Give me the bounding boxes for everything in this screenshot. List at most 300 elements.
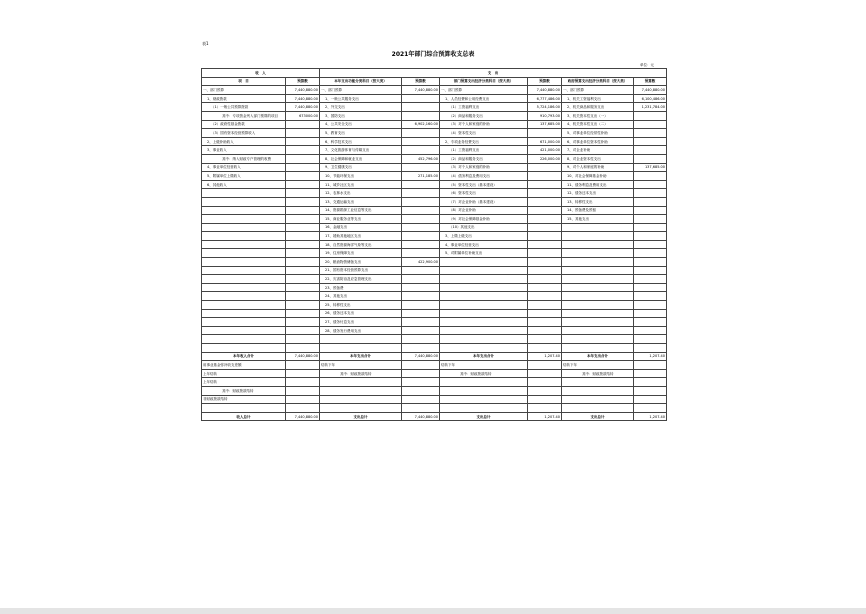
amount-cell: 452,796.00 (402, 154, 440, 163)
amount-header: 预算数 (402, 77, 440, 86)
amount-cell: 7,440,880.00 (402, 86, 440, 95)
item-cell: 13、交通运输支出 (320, 197, 402, 206)
amount-cell (402, 249, 440, 258)
amount-cell (286, 266, 320, 275)
amount-cell: 7,440,880.00 (286, 86, 320, 95)
amount-cell (528, 232, 562, 241)
amount-cell (528, 301, 562, 310)
item-cell: 14、预备费及预留 (562, 206, 634, 215)
item-cell (202, 258, 286, 267)
item-cell: 一、部门预算 (202, 86, 286, 95)
item-cell: （10）其他支出 (440, 223, 528, 232)
item-cell: 7、文化旅游体育与传媒支出 (320, 146, 402, 155)
item-cell (562, 301, 634, 310)
item-cell (202, 197, 286, 206)
amount-cell (402, 378, 440, 387)
item-cell: 28、债务发行费用支出 (320, 326, 402, 335)
item-cell (562, 232, 634, 241)
amount-cell (634, 180, 667, 189)
item-cell: 26、债务还本支出 (320, 309, 402, 318)
item-cell (320, 378, 402, 387)
item-cell: （8）对企业补助 (440, 206, 528, 215)
amount-cell (634, 283, 667, 292)
item-cell (440, 404, 528, 413)
total-label: 本年收入合计 (202, 352, 286, 361)
item-cell: （3）国有资本经营预算收入 (202, 129, 286, 138)
expense-header: 支 出 (320, 69, 667, 78)
amount-cell (528, 318, 562, 327)
amount-cell (634, 309, 667, 318)
amount-cell (286, 137, 320, 146)
item-cell (562, 344, 634, 353)
item-cell (562, 395, 634, 404)
amount-cell (634, 369, 667, 378)
budget-table (201, 68, 667, 421)
item-cell (440, 309, 528, 318)
amount-cell (634, 240, 667, 249)
item-cell: 其中：财政拨款结转 (202, 386, 286, 395)
amount-cell (286, 249, 320, 258)
item-cell (562, 326, 634, 335)
amount-cell (402, 206, 440, 215)
amount-cell (286, 120, 320, 129)
amount-cell (402, 361, 440, 370)
amount-cell (634, 378, 667, 387)
amount-cell (634, 129, 667, 138)
item-cell (320, 386, 402, 395)
amount-cell: 271,185.00 (402, 172, 440, 181)
item-cell: 用事业基金弥补收支差额 (202, 361, 286, 370)
table-row (202, 232, 667, 241)
amount-cell (528, 283, 562, 292)
table-row (202, 283, 667, 292)
amount-cell (286, 232, 320, 241)
amount-cell (286, 318, 320, 327)
total-label: 本年支出合计 (562, 352, 634, 361)
amount-cell (402, 129, 440, 138)
item-cell: 2、机关商品和服务支出 (562, 103, 634, 112)
item-cell (440, 301, 528, 310)
amount-cell (402, 111, 440, 120)
item-cell (202, 318, 286, 327)
item-cell (440, 266, 528, 275)
item-cell: 19、住房保障支出 (320, 249, 402, 258)
amount-cell (634, 404, 667, 413)
item-cell (202, 266, 286, 275)
amount-cell (634, 335, 667, 344)
table-row (202, 86, 667, 95)
item-cell: 12、债务还本支出 (562, 189, 634, 198)
amount-cell (286, 223, 320, 232)
amount-cell (286, 404, 320, 413)
item-cell (202, 301, 286, 310)
totals-row (202, 352, 667, 361)
amount-cell (402, 232, 440, 241)
total-label: 支出总计 (440, 412, 528, 421)
amount-cell (286, 326, 320, 335)
item-cell: （3）对个人和家庭的补助 (440, 120, 528, 129)
page-title: 2021年部门综合预算收支总表 (391, 51, 475, 58)
item-cell: 10、节能环保支出 (320, 172, 402, 181)
item-cell (202, 283, 286, 292)
amount-cell (634, 344, 667, 353)
amount-cell: 671,000.00 (528, 137, 562, 146)
amount-cell (634, 154, 667, 163)
item-cell (202, 404, 286, 413)
amount-cell (528, 326, 562, 335)
amount-cell (286, 172, 320, 181)
item-cell (202, 215, 286, 224)
item-cell (202, 189, 286, 198)
item-cell (440, 344, 528, 353)
item-cell: （1）工资福利支出 (440, 103, 528, 112)
table-row (202, 326, 667, 335)
item-cell: 结转下年 (562, 361, 634, 370)
amount-cell (528, 258, 562, 267)
item-cell: 8、社会保障和就业支出 (320, 154, 402, 163)
item-cell: 上年结转 (202, 378, 286, 387)
amount-cell (402, 223, 440, 232)
amount-cell (634, 266, 667, 275)
item-cell (562, 292, 634, 301)
item-cell (562, 283, 634, 292)
table-row (202, 404, 667, 413)
item-cell: 10、对社会保障基金补助 (562, 172, 634, 181)
amount-cell (286, 154, 320, 163)
item-cell (440, 318, 528, 327)
item-cell: （9）对社会保障基金补助 (440, 215, 528, 224)
total-value: 7,440,880.00 (402, 412, 440, 421)
amount-cell: 422,900.00 (402, 258, 440, 267)
amount-cell: 5,724,186.00 (528, 103, 562, 112)
amount-cell (528, 223, 562, 232)
item-cell: 一、部门预算 (440, 86, 528, 95)
amount-cell (634, 120, 667, 129)
func-class-header: 本年支出功能分类科目（按大类） (320, 77, 402, 86)
item-cell: 其中：财政拨款结转 (562, 369, 634, 378)
item-cell (562, 275, 634, 284)
amount-cell: 1,231,784.00 (634, 103, 667, 112)
item-cell: （2）商品和服务支出 (440, 111, 528, 120)
item-header: 项 目 (202, 77, 286, 86)
amount-cell: 7,440,880.00 (286, 103, 320, 112)
item-cell: 25、转移性支出 (320, 301, 402, 310)
item-cell: 5、附属单位上缴收入 (202, 172, 286, 181)
item-cell (320, 344, 402, 353)
item-cell (562, 309, 634, 318)
total-value: 1,207.40 (634, 352, 667, 361)
total-value: 1,207.40 (634, 412, 667, 421)
item-cell: 上年结转 (202, 369, 286, 378)
amount-cell (528, 404, 562, 413)
item-cell (562, 386, 634, 395)
item-cell (562, 223, 634, 232)
amount-cell (528, 378, 562, 387)
amount-cell (286, 215, 320, 224)
amount-cell: 6,902,160.00 (402, 120, 440, 129)
amount-cell (634, 292, 667, 301)
item-cell (440, 395, 528, 404)
amount-cell (528, 197, 562, 206)
amount-cell: 673000.00 (286, 111, 320, 120)
item-cell (440, 258, 528, 267)
amount-cell (634, 386, 667, 395)
item-cell: 6、对事业单位资本性补助 (562, 137, 634, 146)
amount-cell: 7,440,880.00 (528, 86, 562, 95)
amount-cell (286, 275, 320, 284)
amount-cell (402, 318, 440, 327)
table-row (202, 378, 667, 387)
amount-cell (286, 146, 320, 155)
amount-cell (528, 266, 562, 275)
item-cell: 20、粮油物资储备支出 (320, 258, 402, 267)
item-cell (320, 395, 402, 404)
total-value: 7,440,880.00 (286, 352, 320, 361)
item-cell: （1）一般公共预算拨款 (202, 103, 286, 112)
amount-cell (634, 197, 667, 206)
table-row (202, 163, 667, 172)
amount-cell (528, 275, 562, 284)
table-row (202, 292, 667, 301)
table-row (202, 146, 667, 155)
item-cell: 1、一般公共服务支出 (320, 94, 402, 103)
income-header: 收 入 (202, 69, 320, 78)
amount-cell (286, 344, 320, 353)
item-cell: 2、外交支出 (320, 103, 402, 112)
item-cell: 7、对企业补助 (562, 146, 634, 155)
amount-cell (634, 318, 667, 327)
item-cell: 4、机关资本性支出（二） (562, 120, 634, 129)
amount-cell (634, 275, 667, 284)
amount-cell (402, 292, 440, 301)
total-value: 1,207.40 (528, 412, 562, 421)
table-row (202, 318, 667, 327)
item-cell: 1、财政拨款 (202, 94, 286, 103)
amount-cell (528, 292, 562, 301)
amount-cell (286, 189, 320, 198)
item-cell: 其中：专项资金列入部门预算的项目 (202, 111, 286, 120)
item-cell: 结转下年 (440, 361, 528, 370)
table-row (202, 129, 667, 138)
item-cell: （5）资本性支出（基本建设） (440, 180, 528, 189)
item-cell (202, 309, 286, 318)
item-cell: 4、事业单位经营收入 (202, 163, 286, 172)
amount-cell (634, 249, 667, 258)
total-label: 本年支出合计 (320, 352, 402, 361)
amount-cell (402, 275, 440, 284)
amount-cell (402, 404, 440, 413)
amount-cell (286, 283, 320, 292)
item-cell: 一、部门预算 (320, 86, 402, 95)
amount-cell (528, 240, 562, 249)
item-cell (440, 275, 528, 284)
item-cell (562, 266, 634, 275)
table-row (202, 120, 667, 129)
amount-cell: 137,685.00 (634, 163, 667, 172)
item-cell: 6、科学技术支出 (320, 137, 402, 146)
table-row (202, 223, 667, 232)
amount-cell (634, 206, 667, 215)
item-cell (562, 404, 634, 413)
amount-cell (286, 309, 320, 318)
amount-cell (634, 189, 667, 198)
item-cell (562, 258, 634, 267)
table-row (202, 309, 667, 318)
amount-cell (402, 146, 440, 155)
amount-cell (402, 283, 440, 292)
table-row (202, 103, 667, 112)
table-row (202, 215, 667, 224)
table-row (202, 172, 667, 181)
total-label: 收入总计 (202, 412, 286, 421)
item-cell (202, 232, 286, 241)
amount-cell (402, 369, 440, 378)
amount-cell (528, 369, 562, 378)
table-row (202, 335, 667, 344)
item-cell: （4）资本性支出 (440, 129, 528, 138)
amount-cell (634, 215, 667, 224)
item-cell (562, 240, 634, 249)
table-row (202, 206, 667, 215)
amount-cell (286, 258, 320, 267)
amount-cell (528, 129, 562, 138)
amount-cell (286, 369, 320, 378)
amount-cell (528, 386, 562, 395)
amount-cell (528, 206, 562, 215)
item-cell (202, 206, 286, 215)
amount-cell (528, 309, 562, 318)
item-cell (202, 292, 286, 301)
item-cell: 14、资源勘探工业信息等支出 (320, 206, 402, 215)
total-label: 本年支出合计 (440, 352, 528, 361)
amount-cell (634, 223, 667, 232)
item-cell: 3、上缴上级支出 (440, 232, 528, 241)
item-cell: 4、事业单位经营支出 (440, 240, 528, 249)
item-cell: 9、对个人和家庭的补助 (562, 163, 634, 172)
table-row (202, 180, 667, 189)
amount-cell (634, 258, 667, 267)
amount-cell (402, 335, 440, 344)
item-cell: 17、援助其他地区支出 (320, 232, 402, 241)
amount-cell (634, 326, 667, 335)
amount-cell (402, 395, 440, 404)
amount-cell (634, 111, 667, 120)
item-cell (440, 283, 528, 292)
item-cell (320, 404, 402, 413)
item-cell: 2、专项业务经费支出 (440, 137, 528, 146)
item-cell: 3、国防支出 (320, 111, 402, 120)
item-cell (562, 249, 634, 258)
table-row (202, 258, 667, 267)
table-tag: 表1 (202, 41, 209, 46)
amount-cell (528, 335, 562, 344)
amount-cell: 6,100,486.00 (634, 94, 667, 103)
bottom-scrollbar[interactable] (0, 608, 866, 614)
amount-cell: 6,777,486.00 (528, 94, 562, 103)
amount-cell (286, 386, 320, 395)
amount-cell (402, 103, 440, 112)
table-row (202, 369, 667, 378)
item-cell: 5、教育支出 (320, 129, 402, 138)
total-value: 1,207.40 (528, 352, 562, 361)
amount-cell (402, 344, 440, 353)
item-cell (562, 378, 634, 387)
item-cell: 1、机关工资福利支出 (562, 94, 634, 103)
amount-header: 预算数 (634, 77, 667, 86)
item-cell: 15、其他支出 (562, 215, 634, 224)
amount-cell: 421,000.00 (528, 146, 562, 155)
item-cell: 非财政拨款结转 (202, 395, 286, 404)
amount-cell (528, 344, 562, 353)
amount-cell: 7,440,880.00 (634, 86, 667, 95)
item-cell (320, 335, 402, 344)
amount-cell (402, 301, 440, 310)
amount-cell: 226,000.00 (528, 154, 562, 163)
table-row (202, 111, 667, 120)
amount-cell (286, 395, 320, 404)
amount-cell (286, 197, 320, 206)
item-cell: 其中：财政拨款结转 (320, 369, 402, 378)
item-cell (202, 249, 286, 258)
amount-cell (286, 129, 320, 138)
amount-cell (528, 395, 562, 404)
item-cell (562, 335, 634, 344)
item-cell (202, 335, 286, 344)
total-label: 支出总计 (320, 412, 402, 421)
item-cell: 2、上级补助收入 (202, 137, 286, 146)
amount-cell (528, 189, 562, 198)
amount-cell (286, 335, 320, 344)
item-cell (202, 240, 286, 249)
amount-cell (286, 292, 320, 301)
item-cell: 13、转移性支出 (562, 197, 634, 206)
amount-cell (634, 137, 667, 146)
item-cell: 11、城乡社区支出 (320, 180, 402, 189)
item-cell: （4）债务利息及费用支出 (440, 172, 528, 181)
amount-cell: 910,793.00 (528, 111, 562, 120)
amount-cell (528, 361, 562, 370)
item-cell: 22、灾害防治及应急管理支出 (320, 275, 402, 284)
amount-cell (286, 378, 320, 387)
item-cell: 24、其他支出 (320, 292, 402, 301)
amount-cell (402, 386, 440, 395)
item-cell: 21、国有资本经营预算支出 (320, 266, 402, 275)
amount-cell (402, 266, 440, 275)
item-cell: 结转下年 (320, 361, 402, 370)
amount-cell (286, 240, 320, 249)
item-cell (440, 326, 528, 335)
table-row (202, 395, 667, 404)
amount-cell (634, 232, 667, 241)
amount-cell (402, 309, 440, 318)
header-row-2 (202, 77, 667, 86)
item-cell (202, 223, 286, 232)
amount-cell (402, 180, 440, 189)
amount-cell (286, 301, 320, 310)
amount-cell (286, 163, 320, 172)
table-row (202, 154, 667, 163)
item-cell: 12、农林水支出 (320, 189, 402, 198)
amount-cell (634, 172, 667, 181)
item-cell: （6）资本性支出 (440, 189, 528, 198)
amount-cell (402, 326, 440, 335)
amount-cell (402, 94, 440, 103)
amount-cell (286, 180, 320, 189)
amount-cell (402, 215, 440, 224)
header-row-1 (202, 69, 667, 78)
item-cell: 3、事业收入 (202, 146, 286, 155)
amount-cell: 137,685.00 (528, 120, 562, 129)
